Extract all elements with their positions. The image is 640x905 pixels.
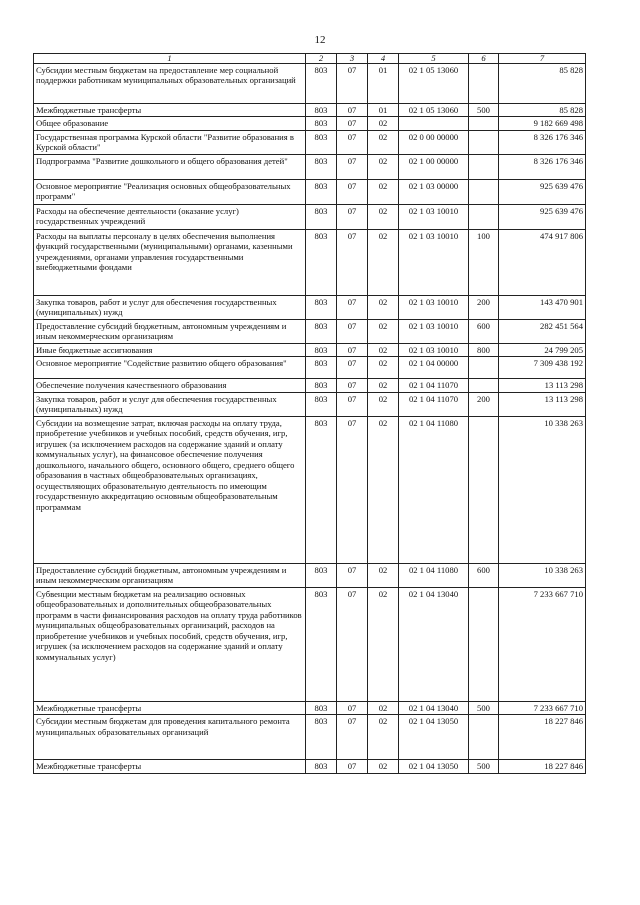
row-section-code: 07	[337, 760, 368, 773]
row-subsection-code: 02	[368, 760, 399, 773]
row-name: Закупка товаров, работ и услуг для обеспечения государственных (муниципальных) нужд	[34, 392, 306, 416]
row-ministry-code: 803	[306, 117, 337, 130]
row-expense-type	[469, 379, 499, 392]
row-ministry-code: 803	[306, 416, 337, 563]
row-subsection-code: 02	[368, 229, 399, 295]
table-row	[34, 154, 586, 179]
row-ministry-code: 803	[306, 319, 337, 343]
row-name: Межбюджетные трансферты	[34, 701, 306, 714]
row-amount: 282 451 564	[499, 319, 586, 343]
row-amount: 85 828	[499, 64, 586, 104]
row-name: Закупка товаров, работ и услуг для обеспечения государственных (муниципальных) нужд	[34, 295, 306, 319]
row-expense-type: 600	[469, 319, 499, 343]
row-subsection-code: 02	[368, 295, 399, 319]
row-target-code: 02 1 03 10010	[399, 343, 469, 356]
row-expense-type	[469, 715, 499, 760]
row-expense-type	[469, 117, 499, 130]
row-ministry-code: 803	[306, 64, 337, 104]
table-row	[34, 715, 586, 760]
row-amount: 8 326 176 346	[499, 130, 586, 154]
table-row	[34, 295, 586, 319]
row-expense-type: 100	[469, 229, 499, 295]
row-subsection-code: 02	[368, 130, 399, 154]
row-subsection-code: 02	[368, 179, 399, 204]
row-target-code: 02 0 00 00000	[399, 130, 469, 154]
row-target-code: 02 1 04 11080	[399, 563, 469, 587]
table-row	[34, 130, 586, 154]
column-header-name: 1	[34, 54, 306, 64]
row-ministry-code: 803	[306, 379, 337, 392]
row-amount: 18 227 846	[499, 760, 586, 773]
row-name: Подпрограмма "Развитие дошкольного и общего образования детей"	[34, 154, 306, 179]
row-amount: 10 338 263	[499, 563, 586, 587]
row-amount: 143 470 901	[499, 295, 586, 319]
row-section-code: 07	[337, 295, 368, 319]
row-section-code: 07	[337, 587, 368, 701]
row-expense-type	[469, 64, 499, 104]
row-name: Предоставление субсидий бюджетным, автономным учреждениям и иным некоммерческим организациям	[34, 563, 306, 587]
row-target-code: 02 1 04 11070	[399, 392, 469, 416]
row-expense-type	[469, 416, 499, 563]
row-name: Основное мероприятие "Реализация основных общеобразовательных программ"	[34, 179, 306, 204]
row-ministry-code: 803	[306, 563, 337, 587]
table-row	[34, 179, 586, 204]
row-section-code: 07	[337, 229, 368, 295]
row-name: Расходы на выплаты персоналу в целях обеспечения выполнения функций государственными (муниципальными) органами, казенными учреждениями, органами управления государственными внебюджетными фондами	[34, 229, 306, 295]
row-target-code: 02 1 03 10010	[399, 295, 469, 319]
row-expense-type	[469, 130, 499, 154]
budget-table	[33, 53, 586, 774]
row-section-code: 07	[337, 117, 368, 130]
row-amount: 925 639 476	[499, 204, 586, 229]
row-section-code: 07	[337, 130, 368, 154]
row-name: Субсидии на возмещение затрат, включая расходы на оплату труда, приобретение учебников и учебных пособий, средств обучения, игр, игрушек (за исключением расходов на содержание зданий и оплату коммунальных услуг), на финансовое обеспечение получения дошкольного, начального общего, основного общего, среднего общего образования в частных общеобразовательных организациях, осуществляющих образовательную деятельность по имеющим государственную аккредитацию основным общеобразовательным программам	[34, 416, 306, 563]
row-ministry-code: 803	[306, 229, 337, 295]
table-body	[34, 64, 586, 774]
table-row	[34, 357, 586, 379]
row-target-code: 02 1 04 13050	[399, 715, 469, 760]
row-section-code: 07	[337, 379, 368, 392]
row-amount: 18 227 846	[499, 715, 586, 760]
row-ministry-code: 803	[306, 204, 337, 229]
table-row	[34, 117, 586, 130]
row-target-code: 02 1 05 13060	[399, 64, 469, 104]
row-section-code: 07	[337, 392, 368, 416]
row-subsection-code: 02	[368, 416, 399, 563]
row-section-code: 07	[337, 104, 368, 117]
row-target-code: 02 1 04 13040	[399, 587, 469, 701]
row-expense-type: 200	[469, 392, 499, 416]
row-amount: 13 113 298	[499, 392, 586, 416]
table-row	[34, 229, 586, 295]
row-expense-type: 800	[469, 343, 499, 356]
table-row	[34, 701, 586, 714]
row-target-code: 02 1 03 10010	[399, 204, 469, 229]
row-target-code	[399, 117, 469, 130]
row-name: Государственная программа Курской области "Развитие образования в Курской области"	[34, 130, 306, 154]
row-expense-type: 600	[469, 563, 499, 587]
column-header-type: 6	[469, 54, 499, 64]
row-target-code: 02 1 04 11080	[399, 416, 469, 563]
row-subsection-code: 02	[368, 319, 399, 343]
row-name: Предоставление субсидий бюджетным, автономным учреждениям и иным некоммерческим организациям	[34, 319, 306, 343]
column-header-subsection: 4	[368, 54, 399, 64]
row-section-code: 07	[337, 64, 368, 104]
column-number-row	[34, 54, 586, 64]
row-expense-type	[469, 357, 499, 379]
row-target-code: 02 1 00 00000	[399, 154, 469, 179]
row-amount: 474 917 806	[499, 229, 586, 295]
row-amount: 13 113 298	[499, 379, 586, 392]
column-header-section: 3	[337, 54, 368, 64]
row-subsection-code: 02	[368, 204, 399, 229]
row-ministry-code: 803	[306, 701, 337, 714]
column-header-target: 5	[399, 54, 469, 64]
row-ministry-code: 803	[306, 357, 337, 379]
row-section-code: 07	[337, 701, 368, 714]
row-ministry-code: 803	[306, 154, 337, 179]
row-subsection-code: 02	[368, 117, 399, 130]
row-section-code: 07	[337, 319, 368, 343]
row-subsection-code: 02	[368, 154, 399, 179]
row-section-code: 07	[337, 343, 368, 356]
column-header-amount: 7	[499, 54, 586, 64]
row-subsection-code: 01	[368, 104, 399, 117]
row-subsection-code: 02	[368, 379, 399, 392]
row-subsection-code: 02	[368, 587, 399, 701]
row-name: Межбюджетные трансферты	[34, 760, 306, 773]
table-row	[34, 379, 586, 392]
row-subsection-code: 02	[368, 357, 399, 379]
row-ministry-code: 803	[306, 587, 337, 701]
table-row	[34, 587, 586, 701]
row-subsection-code: 02	[368, 343, 399, 356]
row-section-code: 07	[337, 416, 368, 563]
row-ministry-code: 803	[306, 104, 337, 117]
page-number: 12	[314, 34, 326, 46]
row-ministry-code: 803	[306, 715, 337, 760]
row-target-code: 02 1 05 13060	[399, 104, 469, 117]
row-amount: 7 309 438 192	[499, 357, 586, 379]
row-name: Субсидии местным бюджетам на предоставление мер социальной поддержки работникам муниципальных образовательных организаций	[34, 64, 306, 104]
table-row	[34, 319, 586, 343]
table-row	[34, 104, 586, 117]
row-amount: 7 233 667 710	[499, 701, 586, 714]
row-ministry-code: 803	[306, 295, 337, 319]
row-ministry-code: 803	[306, 392, 337, 416]
row-amount: 7 233 667 710	[499, 587, 586, 701]
row-amount: 10 338 263	[499, 416, 586, 563]
row-ministry-code: 803	[306, 760, 337, 773]
row-name: Основное мероприятие "Содействие развитию общего образования"	[34, 357, 306, 379]
row-ministry-code: 803	[306, 343, 337, 356]
row-amount: 85 828	[499, 104, 586, 117]
row-expense-type: 500	[469, 760, 499, 773]
row-expense-type	[469, 179, 499, 204]
row-name: Субсидии местным бюджетам для проведения капитального ремонта муниципальных образовательных организаций	[34, 715, 306, 760]
row-section-code: 07	[337, 204, 368, 229]
row-expense-type: 500	[469, 104, 499, 117]
row-subsection-code: 02	[368, 715, 399, 760]
row-target-code: 02 1 04 11070	[399, 379, 469, 392]
row-name: Иные бюджетные ассигнования	[34, 343, 306, 356]
row-name: Обеспечение получения качественного образования	[34, 379, 306, 392]
row-subsection-code: 02	[368, 701, 399, 714]
row-target-code: 02 1 04 13040	[399, 701, 469, 714]
table-row	[34, 64, 586, 104]
row-name: Субвенции местным бюджетам на реализацию основных общеобразовательных и дополнительных общеобразовательных программ в части финансирования расходов на оплату труда работников муниципальных общеобразовательных организаций, расходов на приобретение учебников и учебных пособий, средств обучения, игр, игрушек (за исключением расходов на содержание зданий и оплату коммунальных услуг)	[34, 587, 306, 701]
row-section-code: 07	[337, 154, 368, 179]
row-name: Расходы на обеспечение деятельности (оказание услуг) государственных учреждений	[34, 204, 306, 229]
row-target-code: 02 1 03 10010	[399, 229, 469, 295]
row-expense-type	[469, 587, 499, 701]
table-row	[34, 760, 586, 773]
row-expense-type: 500	[469, 701, 499, 714]
row-target-code: 02 1 04 00000	[399, 357, 469, 379]
table-row	[34, 563, 586, 587]
row-subsection-code: 01	[368, 64, 399, 104]
table-row	[34, 392, 586, 416]
row-target-code: 02 1 03 00000	[399, 179, 469, 204]
row-section-code: 07	[337, 357, 368, 379]
row-amount: 24 799 205	[499, 343, 586, 356]
table-row	[34, 343, 586, 356]
row-target-code: 02 1 04 13050	[399, 760, 469, 773]
row-subsection-code: 02	[368, 563, 399, 587]
row-amount: 8 326 176 346	[499, 154, 586, 179]
row-section-code: 07	[337, 179, 368, 204]
row-section-code: 07	[337, 563, 368, 587]
row-target-code: 02 1 03 10010	[399, 319, 469, 343]
row-name: Общее образование	[34, 117, 306, 130]
table-row	[34, 204, 586, 229]
table-row	[34, 416, 586, 563]
row-ministry-code: 803	[306, 179, 337, 204]
column-header-ministry: 2	[306, 54, 337, 64]
row-section-code: 07	[337, 715, 368, 760]
row-amount: 925 639 476	[499, 179, 586, 204]
row-expense-type	[469, 204, 499, 229]
row-expense-type: 200	[469, 295, 499, 319]
row-name: Межбюджетные трансферты	[34, 104, 306, 117]
row-ministry-code: 803	[306, 130, 337, 154]
row-expense-type	[469, 154, 499, 179]
row-amount: 9 182 669 498	[499, 117, 586, 130]
row-subsection-code: 02	[368, 392, 399, 416]
